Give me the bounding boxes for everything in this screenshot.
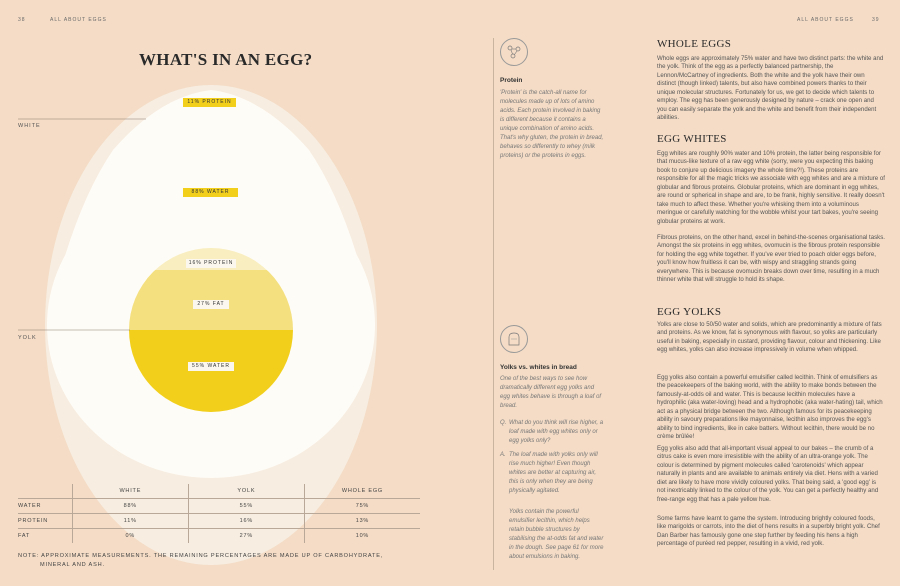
label-yolk: YOLK: [18, 335, 37, 341]
table-row-label: PROTEIN: [18, 514, 72, 529]
tag-white-water: 88% WATER: [183, 188, 238, 197]
label-white: WHITE: [18, 123, 41, 129]
table-cell: 16%: [188, 514, 304, 529]
tag-yolk-fat: 27% FAT: [193, 300, 229, 309]
table-row-label: WATER: [18, 499, 72, 514]
bread-slice-icon: [500, 325, 528, 353]
page-number-right: 39: [872, 17, 880, 23]
page-title: WHAT'S IN AN EGG?: [139, 50, 313, 69]
table-row: [18, 499, 420, 514]
section-paragraph: Egg whites are roughly 90% water and 10% protein, the latter being responsible for that mucus-like texture of a raw egg white (sorry, were you expecting this baking book to conjure up delicious imagery the whole time?!). These proteins are responsible for all the magic tricks we associate with egg whites and are a mixture of globular and fibrous proteins. Globular proteins, which are dominant in egg whites, are round or spherical in shape and are, to be frank, highly sensitive. It really doesn't take much to affect these. Whether you're whisking them into a voluminous meringue or carefully watching for the wobble whilst your tart bakes, you're seeing globular proteins at work.: [657, 150, 885, 225]
answer-label: A.: [500, 452, 506, 458]
section-heading-egg-yolks: EGG YOLKS: [657, 306, 722, 318]
table-cell: 55%: [188, 499, 304, 514]
table-cell: 10%: [304, 529, 420, 544]
section-paragraph: Fibrous proteins, on the other hand, excel in behind-the-scenes organisational tasks. Amongst the six proteins in egg whites, ovomucin is the fibrous protein responsible for holding the egg white together. If you've ever tried to poach older eggs before, you'll know how fruitless it can be, with wispy and straggling strands going everywhere. This is because ovomucin breaks down over time, resulting in a much thinner white that will struggle to hold its shape.: [657, 234, 885, 284]
table-note: NOTE: APPROXIMATE MEASUREMENTS. THE REMAINING PERCENTAGES ARE MADE UP OF CARBOHYDRATE,: [18, 553, 384, 559]
tag-yolk-water: 55% WATER: [188, 362, 234, 371]
table-header-row: [18, 484, 420, 499]
table-header-cell: WHITE: [72, 484, 188, 499]
page-number-left: 38: [18, 17, 26, 23]
table-cell: 88%: [72, 499, 188, 514]
table-header-cell: YOLK: [188, 484, 304, 499]
question-label: Q.: [500, 420, 507, 426]
tag-white-protein: 11% PROTEIN: [183, 98, 236, 107]
answer-text: The loaf made with yolks only will rise much higher! Even though whites are better at capturing air, this is only when they are being physically agitated.: [509, 452, 598, 494]
molecule-icon: [500, 38, 528, 66]
composition-table: [18, 484, 420, 543]
bread-intro: One of the best ways to see how dramatically different egg yolks and egg whites behave is through a loaf of bread.: [500, 376, 602, 409]
table-cell: 75%: [304, 499, 420, 514]
protein-text: 'Protein' is the catch-all name for molecules made up of lots of amino acids. Each protein involved in baking is different because it contains a unique combination of amino acids. That's why gluten, the protein in bread, behaves so differently to whey (milk proteins) or the proteins in eggs.: [500, 90, 604, 159]
tag-yolk-protein: 16% PROTEIN: [186, 259, 236, 268]
question-text: What do you think will rise higher, a loaf made with egg whites only or egg yolks only?: [509, 420, 604, 444]
running-head-right: ALL ABOUT EGGS: [797, 17, 854, 23]
answer-text-continued: Yolks contain the powerful emulsifier lecithin, which helps retain bubble structures by stabilising the at-odds fat and water in the dough. See page 61 for more about emulsions in baking.: [509, 509, 604, 560]
table-cell: 0%: [72, 529, 188, 544]
table-cell: 27%: [188, 529, 304, 544]
table-cell: 11%: [72, 514, 188, 529]
section-paragraph: Egg yolks also contain a powerful emulsifier called lecithin. Think of emulsifiers as the peacekeepers of the baking world, with the ability to make bonds between the famously-at-odds oil and water. This is because lecithin molecules have a hydrophilic (aka water-loving) head and a hydrophobic (aka water-hating) tail, which act as a physical bridge between the two. Although famous for its peacekeeping ability in savoury preparations like mayonnaise, lecithin also improves the egg's ability to bind ingredients, like in cake batters. Without lecithin, there would be no crème brûlée!: [657, 374, 883, 441]
section-heading-egg-whites: EGG WHITES: [657, 133, 727, 145]
protein-heading: Protein: [500, 77, 523, 84]
table-header-cell: WHOLE EGG: [304, 484, 420, 499]
running-head-left: ALL ABOUT EGGS: [50, 17, 107, 23]
gutter-divider: [493, 38, 494, 570]
table-header-cell: [18, 484, 72, 499]
section-paragraph: Yolks are close to 50/50 water and solids, which are predominantly a mixture of fats and proteins. As we know, fat is synonymous with flavour, so yolks are particularly useful in baking, especially in custard, providing flavour, colour and thickening. Like egg whites, yolks can also increase impressively in volume when whipped.: [657, 321, 882, 354]
table-note-continued: MINERAL AND ASH.: [40, 562, 105, 568]
table-cell: 13%: [304, 514, 420, 529]
section-heading-whole-eggs: WHOLE EGGS: [657, 38, 732, 50]
table-row: [18, 529, 420, 544]
table-row: [18, 514, 420, 529]
table-row-label: FAT: [18, 533, 31, 539]
section-paragraph: Egg yolks also add that all-important visual appeal to our bakes – the crumb of a citrus cake is even more irresistible with the ability of an ultra-orange yolk. The colour is determined by pigment molecules called 'carotenoids' which appear naturally in plants and are available to animals entirely via diet. Hens with a varied diet are likely to have more vividly coloured yolks. That being said, a 'good egg' is not inextricably linked to the colour of the yolk. You can get a perfectly healthy and free-range egg that has a pale yellow hue.: [657, 445, 879, 503]
section-paragraph: Some farms have learnt to game the system. Introducing brightly coloured foods, like marigolds or carrots, into the diet of hens results in a superbly bright yolk. Chef Dan Barber has famously gone one step further by feeding his hens a high percentage of puréed red pepper, resulting in a vivid, red yolk.: [657, 515, 880, 548]
section-paragraph: Whole eggs are approximately 75% water and have two distinct parts: the white and the yolk. Think of the egg as a perfectly balanced partnership, the Lennon/McCartney of ingredients. Both the white and the yolk have their own distinct (though linked) talents, but also have combined powers thanks to their unique molecular structures. Fortunately for us, we get to decide which talents to employ. The egg has been generously designed by nature – crack one open and you can easily separate the yolk and the white and benefit from their independent abilities.: [657, 55, 884, 122]
bread-heading: Yolks vs. whites in bread: [500, 364, 577, 371]
